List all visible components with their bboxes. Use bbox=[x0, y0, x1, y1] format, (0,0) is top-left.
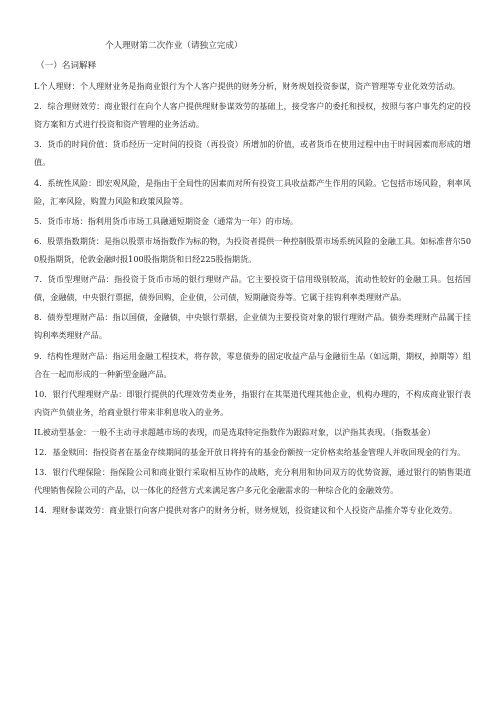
document-title: 个人理财第二次作业（请独立完成） bbox=[105, 41, 243, 51]
definition-item: L个人理财：个人理财业务是指商业银行为个人客户提供的财务分析，财务规划投资参谋，资产管理等专业化效劳活动。 bbox=[34, 81, 461, 91]
definition-item: 6．股票指数期货：是指以股票市场指数作为标的物，为投资者提供一种控制股票市场系统风险的金融工具。如标准普尔500股指期货，伦敦金融时报100股指期货和日经225股指期货。 bbox=[34, 235, 471, 264]
section-heading: （一）名词解释 bbox=[36, 61, 97, 71]
definition-list bbox=[34, 77, 471, 522]
definition-item: 10．银行代理理财产品：即银行提供的代理效劳类业务，指银行在其渠道代理其他企业，机构办理的，不构成商业银行表内资产负债业务，给商业银行带来非利息收入的业务。 bbox=[34, 388, 471, 417]
definition-item: 2．综合理财效劳：商业银行在向个人客户提供理财参谋效劳的基础上，接受客户的委托和授权，按照与客户事先约定的投资方案和方式进行投资和资产管理的业务活动。 bbox=[34, 101, 471, 130]
definition-item: 8．债券型理财产品：指以国债，金融债，中央银行票据，企业债为主要投资对象的银行理财产品。债券类理财产品属于挂钩利率类理财产品。 bbox=[34, 312, 471, 341]
definition-item: 4．系统性风险：即宏观风险，是指由于全局性的因素而对所有投资工具收益都产生作用的风险。它包括市场风险，利率风险，汇率风险，购置力风险和政策风险等。 bbox=[34, 177, 471, 206]
definition-item: 5．货币市场：指利用货币市场工具融通短期资金（通常为一年）的市场。 bbox=[34, 215, 299, 226]
definition-item: 3．货币的时间价值：货币经历一定时间的投资（再投资）所增加的价值，或者货币在使用过程中由于时间因素而形成的增值。 bbox=[34, 139, 471, 168]
definition-item: 12．基金赎回：指投资者在基金存续期间的基金开放日将持有的基金份额按一定价格卖给基金管理人并收回现金的行为。 bbox=[34, 447, 466, 458]
definition-item: 9．结构性理财产品：指运用金融工程技术，将存款，零息债券的固定收益产品与金融衍生品（如远期，期权，掉期等）组合在一起而形成的一种新型金融产品。 bbox=[34, 350, 471, 379]
definition-item: IL被动型基金：一般不主动寻求超越市场的表现，而是选取特定指数作为跟踪对象，以沪指其表现。（指数基金） bbox=[34, 426, 436, 437]
definition-item: 14．理财参谋效劳：商业银行向客户提供对客户的财务分析，财务规划，投资建议和个人投资产品推介等专业化效劳。 bbox=[34, 505, 458, 516]
definition-item: 13．银行代理保险：指保险公司和商业银行采取相互协作的战略，充分利用和协同双方的优势资源，通过银行的销售渠道代理销售保险公司的产品，以一体化的经营方式来满足客户多元化金融需求的一种综合化的金融效劳。 bbox=[34, 467, 471, 496]
definition-item: 7．货币型理财产品：指投资于货币市场的银行理财产品。它主要投资于信用级别较高，流动性较好的金融工具。包括国债，金融债，中央银行票据，债券回购，企业债，公司债，短期融资券等。它属于挂钩利率类理财产品。 bbox=[34, 274, 471, 303]
